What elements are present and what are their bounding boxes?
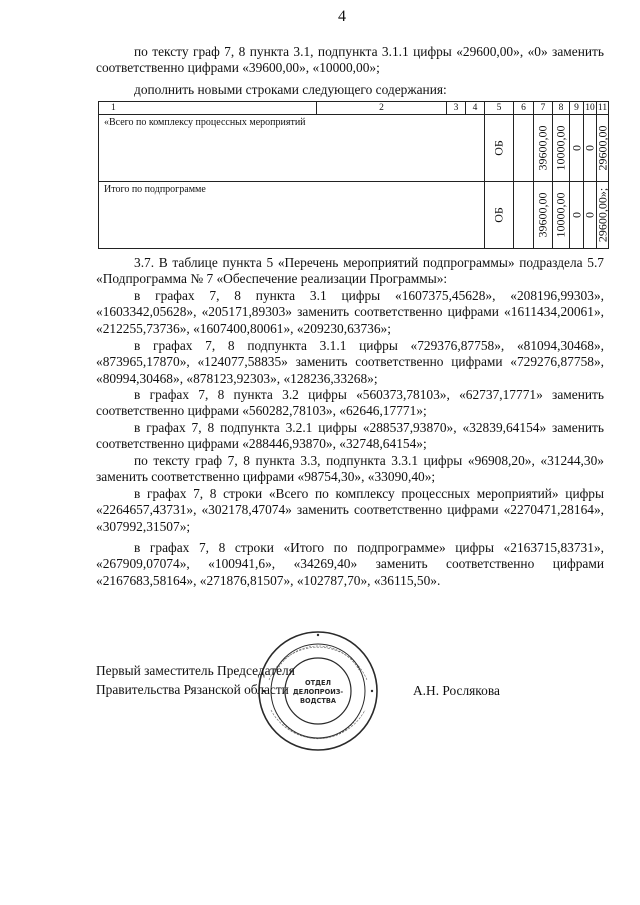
header-cell: 8	[553, 102, 570, 115]
header-cell: 10	[585, 103, 595, 113]
table-row	[99, 182, 609, 249]
stamp-center-line: ДЕЛОПРОИЗ-	[292, 688, 344, 696]
value-cell: 10000,00	[553, 182, 570, 249]
page-number: 4	[338, 8, 346, 25]
source-cell: ОБ	[485, 182, 514, 249]
section-3-7-heading: 3.7. В таблице пункта 5 «Перечень мероприятий подпрограммы» подраздела 5.7 «Подпрограмма № 7 «Обеспечение реализации Программы»:	[96, 255, 604, 287]
signatory-name: А.Н. Рослякова	[413, 683, 500, 698]
value-cell: 0	[584, 182, 597, 249]
empty-cell	[514, 115, 534, 182]
amendment-paragraph: по тексту граф 7, 8 пункта 3.3, подпункта 3.3.1 цифры «96908,20», «31244,30» заменить соответственно цифрами «98754,30», «33090,40»;	[96, 453, 604, 485]
value-cell: 39600,00	[534, 115, 553, 182]
table-header-row	[99, 102, 609, 115]
empty-cell	[514, 182, 534, 249]
stamp-center-line: ОТДЕЛ	[305, 679, 331, 687]
header-cell: 7	[534, 102, 553, 115]
source-cell: ОБ	[485, 115, 514, 182]
intro-paragraph: по тексту граф 7, 8 пункта 3.1, подпункта 3.1.1 цифры «29600,00», «0» заменить соответственно цифрами «39600,00», «10000,00»;	[96, 44, 604, 76]
addition-table	[98, 101, 609, 249]
amendment-paragraph: в графах 7, 8 строки «Всего по комплексу процессных мероприятий» цифры «2264657,43731», «302178,47074» заменить соответственно цифрами «2270471,28164», «307992,31507»;	[96, 486, 604, 534]
amendment-paragraph: в графах 7, 8 пункта 3.1 цифры «1607375,45628», «208196,99303», «1603342,05628», «205171,89303» заменить соответственно цифрами «1611434,20061», «212255,73736», «1607400,80061», «209230,63736»;	[96, 288, 604, 336]
amendment-paragraph: в графах 7, 8 пункта 3.2 цифры «560373,78103», «62737,17771» заменить соответственно цифрами «560282,78103», «62646,17771»;	[96, 387, 604, 419]
amendment-paragraph: в графах 7, 8 строки «Итого по подпрограмме» цифры «2163715,83731», «267909,07074», «100941,6», «34269,40» заменить соответственно цифрами «2167683,58164», «271876,81507», «102787,70», «36115,50».	[96, 540, 604, 588]
header-cell: 3	[447, 102, 466, 115]
header-cell: 5	[485, 102, 514, 115]
signature-position-line: Правительства Рязанской области	[96, 682, 289, 697]
amendment-paragraph: в графах 7, 8 подпункта 3.1.1 цифры «729376,87758», «81094,30468», «873965,17870», «124077,58835» заменить соответственно цифрами «729276,87758», «80994,30468», «878123,92303», «128236,33268»;	[96, 338, 604, 386]
value-cell: 0	[570, 115, 584, 182]
header-cell: 4	[466, 102, 485, 115]
header-cell: 1	[99, 102, 317, 115]
value-cell: 10000,00	[553, 115, 570, 182]
intro-addition-line: дополнить новыми строками следующего содержания:	[134, 82, 447, 97]
row-name-cell: Итого по подпрограмме	[99, 182, 485, 249]
header-cell: 11	[597, 103, 608, 113]
value-cell: 0	[570, 182, 584, 249]
value-cell: 0	[584, 115, 597, 182]
header-cell: 9	[570, 102, 584, 115]
signature-position-line: Первый заместитель Председателя	[96, 663, 295, 678]
signature-position	[96, 661, 295, 699]
value-cell: 29600,00»;	[597, 182, 609, 249]
row-name-cell: «Всего по комплексу процессных мероприятий	[99, 115, 485, 182]
value-cell: 39600,00	[534, 182, 553, 249]
header-cell: 2	[317, 102, 447, 115]
stamp-center-line: ВОДСТВА	[300, 697, 336, 705]
value-cell: 29600,00	[597, 115, 609, 182]
amendment-paragraph: в графах 7, 8 подпункта 3.2.1 цифры «288537,93870», «32839,64154» заменить соответственно цифрами «288446,93870», «32748,64154»;	[96, 420, 604, 452]
table-row	[99, 115, 609, 182]
header-cell: 6	[514, 102, 534, 115]
